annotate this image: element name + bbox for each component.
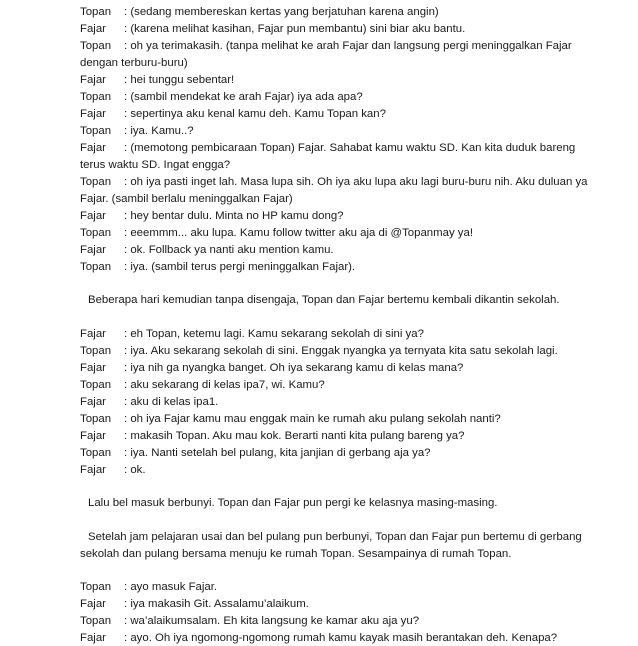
speaker-name: Topan bbox=[80, 261, 112, 273]
speaker-name: Fajar bbox=[80, 108, 106, 120]
dialogue-text: : ok. bbox=[124, 464, 146, 476]
speaker-name: Topan bbox=[80, 615, 112, 627]
speaker-name: Topan bbox=[80, 379, 112, 391]
dialogue-line bbox=[80, 174, 588, 190]
dialogue-text: Fajar. (sambil berlalu meninggalkan Fajar) bbox=[80, 193, 293, 205]
dialogue-line bbox=[80, 140, 575, 156]
dialogue-text: : (memotong pembicaraan Topan) Fajar. Sahabat kamu waktu SD. Kan kita duduk bareng bbox=[124, 142, 576, 154]
dialogue-line bbox=[80, 72, 234, 88]
dialogue-line bbox=[80, 394, 218, 410]
dialogue-line bbox=[80, 377, 325, 393]
dialogue-text: : hey bentar dulu. Minta no HP kamu dong? bbox=[124, 210, 344, 222]
dialogue-text: terus waktu SD. Ingat engga? bbox=[80, 159, 231, 171]
dialogue-line bbox=[80, 326, 424, 342]
dialogue-line bbox=[80, 38, 572, 54]
dialogue-text: : eeemmm... aku lupa. Kamu follow twitter aku aja di @Topanmay ya! bbox=[124, 227, 474, 239]
dialogue-line bbox=[80, 411, 501, 427]
speaker-name: Fajar bbox=[80, 328, 106, 340]
speaker-name: Topan bbox=[80, 413, 112, 425]
dialogue-line bbox=[80, 123, 194, 139]
speaker-name: Fajar bbox=[80, 244, 106, 256]
dialogue-text: : iya. (sambil terus pergi meninggalkan Fajar). bbox=[124, 261, 356, 273]
dialogue-text: : sepertinya aku kenal kamu deh. Kamu Topan kan? bbox=[124, 108, 386, 120]
dialogue-line bbox=[80, 259, 355, 275]
dialogue-text: : iya nih ga nyangka banget. Oh iya sekarang kamu di kelas mana? bbox=[124, 362, 464, 374]
dialogue-text: : oh iya Fajar kamu mau enggak main ke rumah aku pulang sekolah nanti? bbox=[124, 413, 501, 425]
speaker-name: Fajar bbox=[80, 632, 106, 644]
dialogue-continuation bbox=[80, 157, 230, 173]
dialogue-text: : (sambil mendekat ke arah Fajar) iya ada apa? bbox=[124, 91, 363, 103]
speaker-name: Fajar bbox=[80, 598, 106, 610]
dialogue-line bbox=[80, 360, 463, 376]
dialogue-text: : ayo masuk Fajar. bbox=[124, 581, 218, 593]
dialogue-line bbox=[80, 225, 473, 241]
dialogue-text: : iya. Aku sekarang sekolah di sini. Enggak nyangka ya ternyata kita satu sekolah lagi. bbox=[124, 345, 558, 357]
dialogue-line bbox=[80, 106, 386, 122]
speaker-name: Fajar bbox=[80, 396, 106, 408]
dialogue-continuation bbox=[80, 55, 188, 71]
speaker-name: Topan bbox=[80, 6, 112, 18]
dialogue-line bbox=[80, 462, 146, 478]
speaker-name: Topan bbox=[80, 40, 112, 52]
speaker-name: Fajar bbox=[80, 464, 106, 476]
dialogue-text: : ok. Follback ya nanti aku mention kamu. bbox=[124, 244, 334, 256]
dialogue-text: : iya. Kamu..? bbox=[124, 125, 194, 137]
speaker-name: Fajar bbox=[80, 362, 106, 374]
speaker-name: Topan bbox=[80, 447, 112, 459]
dialogue-line bbox=[80, 89, 363, 105]
dialogue-text: : (karena melihat kasihan, Fajar pun membantu) sini biar aku bantu. bbox=[124, 23, 466, 35]
dialogue-line bbox=[80, 4, 439, 20]
speaker-name: Topan bbox=[80, 176, 112, 188]
speaker-name: Fajar bbox=[80, 74, 106, 86]
dialogue-line bbox=[80, 242, 334, 258]
speaker-name: Fajar bbox=[80, 210, 106, 222]
dialogue-line bbox=[80, 630, 557, 646]
narration-paragraph: Beberapa hari kemudian tanpa disengaja, Topan dan Fajar bertemu kembali dikantin sekolah. bbox=[88, 294, 560, 306]
dialogue-text: : hei tunggu sebentar! bbox=[124, 74, 235, 86]
dialogue-text: : iya makasih Git. Assalamu’alaikum. bbox=[124, 598, 309, 610]
dialogue-text: : eh Topan, ketemu lagi. Kamu sekarang sekolah di sini ya? bbox=[124, 328, 424, 340]
dialogue-line bbox=[80, 613, 419, 629]
speaker-name: Topan bbox=[80, 91, 112, 103]
dialogue-line bbox=[80, 343, 558, 359]
dialogue-text: : aku sekarang di kelas ipa7, wi. Kamu? bbox=[124, 379, 325, 391]
dialogue-line bbox=[80, 208, 344, 224]
dialogue-text: : oh ya terimakasih. (tanpa melihat ke arah Fajar dan langsung pergi meninggalkan Fajar bbox=[124, 40, 572, 52]
dialogue-text: : ayo. Oh iya ngomong-ngomong rumah kamu kayak masih berantakan deh. Kenapa? bbox=[124, 632, 558, 644]
dialogue-line bbox=[80, 579, 217, 595]
dialogue-text: : oh iya pasti inget lah. Masa lupa sih. Oh iya aku lupa aku lagi buru-buru nih. Aku duluan ya bbox=[124, 176, 588, 188]
dialogue-text: dengan terburu-buru) bbox=[80, 57, 188, 69]
narration-paragraph: Setelah jam pelajaran usai dan bel pulang pun berbunyi, Topan dan Fajar pun bertemu di gerbang bbox=[88, 531, 582, 543]
speaker-name: Topan bbox=[80, 581, 112, 593]
dialogue-continuation bbox=[80, 191, 293, 207]
speaker-name: Fajar bbox=[80, 430, 106, 442]
speaker-name: Topan bbox=[80, 345, 112, 357]
speaker-name: Topan bbox=[80, 227, 112, 239]
dialogue-line bbox=[80, 21, 465, 37]
dialogue-line bbox=[80, 428, 464, 444]
dialogue-text: : (sedang membereskan kertas yang berjatuhan karena angin) bbox=[124, 6, 439, 18]
narration-paragraph-continuation: sekolah dan pulang bersama menuju ke rumah Topan. Sesampainya di rumah Topan. bbox=[80, 548, 512, 560]
dialogue-line bbox=[80, 596, 309, 612]
dialogue-text: : wa’alaikumsalam. Eh kita langsung ke kamar aku aja yu? bbox=[124, 615, 420, 627]
speaker-name: Fajar bbox=[80, 23, 106, 35]
dialogue-line bbox=[80, 445, 431, 461]
dialogue-text: : iya. Nanti setelah bel pulang, kita janjian di gerbang aja ya? bbox=[124, 447, 431, 459]
speaker-name: Topan bbox=[80, 125, 112, 137]
narration-paragraph: Lalu bel masuk berbunyi. Topan dan Fajar pun pergi ke kelasnya masing-masing. bbox=[88, 497, 498, 509]
dialogue-text: : makasih Topan. Aku mau kok. Berarti nanti kita pulang bareng ya? bbox=[124, 430, 465, 442]
speaker-name: Fajar bbox=[80, 142, 106, 154]
dialogue-text: : aku di kelas ipa1. bbox=[124, 396, 219, 408]
